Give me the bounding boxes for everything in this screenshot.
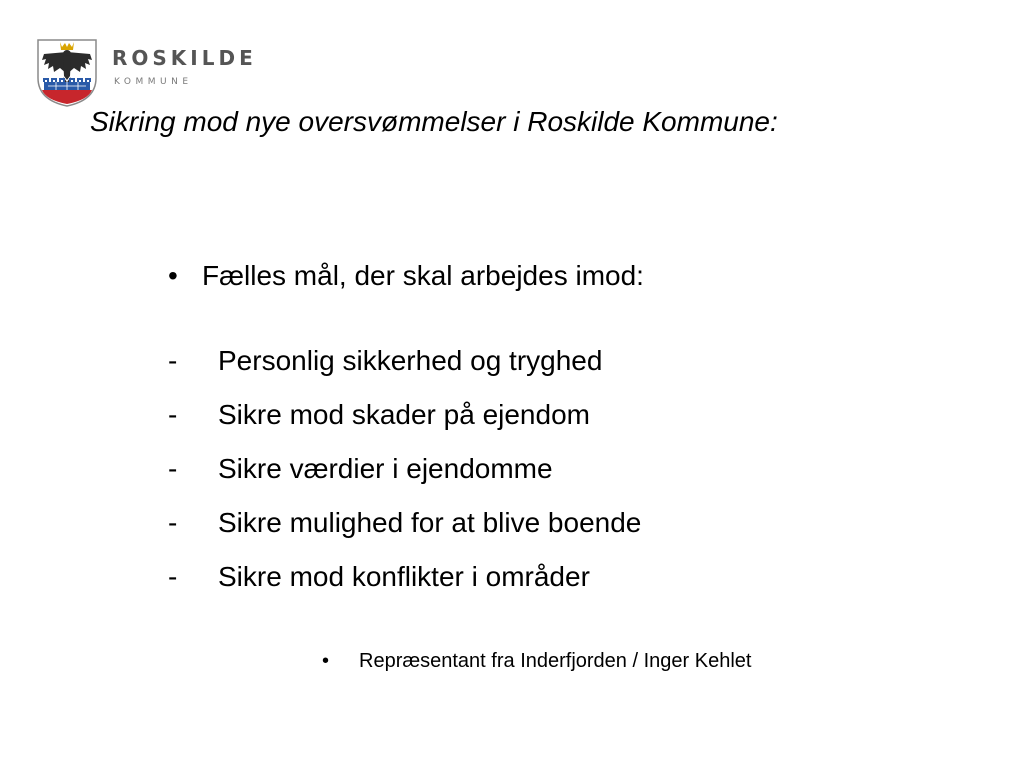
list-item [168, 334, 641, 388]
dash-marker: - [168, 345, 178, 376]
list-item-text: Personlig sikkerhed og tryghed [218, 345, 603, 376]
list-item-text: Sikre værdier i ejendomme [218, 453, 553, 484]
dash-marker: - [168, 399, 178, 430]
coat-of-arms-icon [36, 38, 98, 108]
logo-name: ROSKILDE [112, 46, 257, 70]
list-item-text: Sikre mulighed for at blive boende [218, 507, 642, 538]
slide-title: Sikring mod nye oversvømmelser i Roskilde Kommune: [90, 106, 778, 137]
list-item [168, 550, 641, 604]
list-item [168, 442, 641, 496]
roskilde-kommune-logo [36, 38, 256, 108]
dash-marker: - [168, 453, 178, 484]
list-item [168, 496, 641, 550]
list-item-text: Sikre mod konflikter i områder [218, 561, 590, 592]
dash-marker: - [168, 561, 178, 592]
list-item [168, 388, 641, 442]
logo-subtitle: KOMMUNE [114, 77, 193, 87]
bullet-marker: • [168, 260, 178, 291]
bullet-marker: • [322, 650, 330, 672]
presenter-text: Repræsentant fra Inderfjorden / Inger Kehlet [359, 650, 752, 672]
goal-list [168, 334, 641, 604]
dash-marker: - [168, 507, 178, 538]
goal-bullet-item [168, 256, 644, 296]
goal-text: Fælles mål, der skal arbejdes imod: [202, 260, 644, 291]
presenter-note [322, 648, 751, 674]
list-item-text: Sikre mod skader på ejendom [218, 399, 590, 430]
